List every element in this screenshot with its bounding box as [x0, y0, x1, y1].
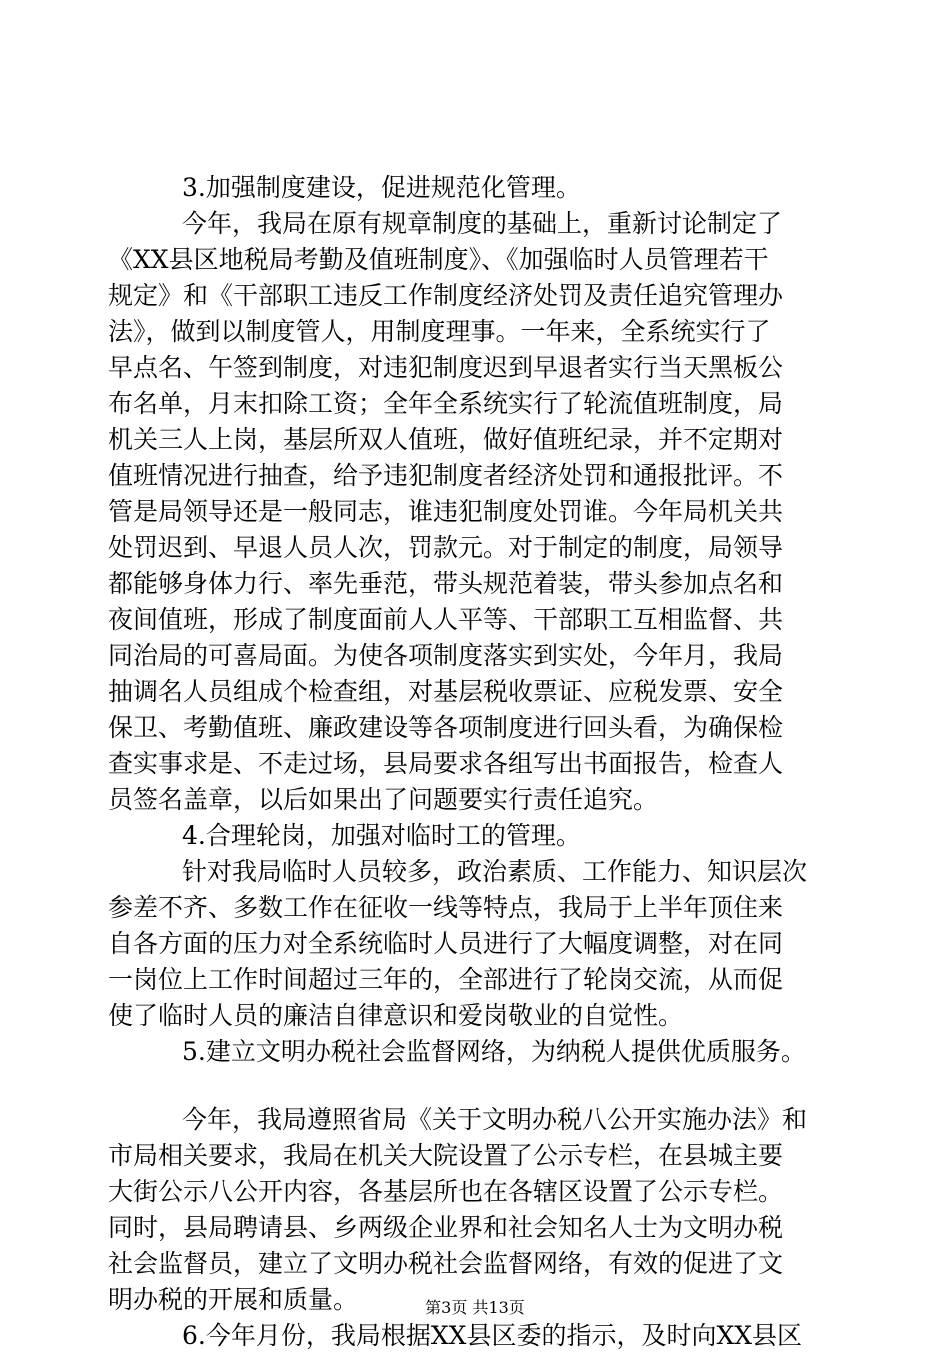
paragraph-line: 自各方面的压力对全系统临时人员进行了大幅度调整，对在同: [108, 929, 784, 958]
paragraph-line: 规定》和《干部职工违反工作制度经济处罚及责任追究管理办: [108, 281, 784, 310]
paragraph-line: 市局相关要求，我局在机关大院设置了公示专栏，在县城主要: [108, 1141, 784, 1170]
paragraph-line: 社会监督员，建立了文明办税社会监督网络，有效的促进了文: [108, 1249, 784, 1278]
heading-4: 4.合理轮岗，加强对临时工的管理。: [182, 821, 581, 850]
paragraph-line: 抽调名人员组成个检查组，对基层税收票证、应税发票、安全: [108, 677, 784, 706]
paragraph-line: 《XX县区地税局考勤及值班制度》、《加强临时人员管理若干: [108, 245, 769, 274]
heading-3: 3.加强制度建设，促进规范化管理。: [182, 173, 581, 202]
paragraph-line: 早点名、午签到制度，对违犯制度迟到早退者实行当天黑板公: [108, 353, 784, 382]
paragraph-line: 大街公示八公开内容，各基层所也在各辖区设置了公示专栏。: [108, 1177, 784, 1206]
paragraph-line: 值班情况进行抽查，给予违犯制度者经济处罚和通报批评。不: [108, 461, 784, 490]
paragraph-line: 一岗位上工作时间超过三年的，全部进行了轮岗交流，从而促: [108, 965, 784, 994]
paragraph-line: 处罚迟到、早退人员人次，罚款元。对于制定的制度，局领导: [108, 533, 784, 562]
paragraph-line: 明办税的开展和质量。: [108, 1285, 359, 1314]
page-footer: 第3页 共13页: [425, 1298, 525, 1317]
paragraph-line: 今年，我局在原有规章制度的基础上，重新讨论制定了: [182, 209, 783, 238]
paragraph-line: 使了临时人员的廉洁自律意识和爱岗敬业的自觉性。: [108, 1001, 684, 1030]
heading-6: 6.今年月份，我局根据XX县区委的指示，及时向XX县区: [182, 1321, 803, 1350]
paragraph-line: 机关三人上岗，基层所双人值班，做好值班纪录，并不定期对: [108, 425, 784, 454]
paragraph-line: 员签名盖章，以后如果出了问题要实行责任追究。: [108, 785, 659, 814]
paragraph-line: 同时，县局聘请县、乡两级企业界和社会知名人士为文明办税: [108, 1213, 784, 1242]
paragraph-line: 保卫、考勤值班、廉政建设等各项制度进行回头看，为确保检: [108, 713, 784, 742]
paragraph-line: 夜间值班，形成了制度面前人人平等、干部职工互相监督、共: [108, 605, 784, 634]
paragraph-line: 法》，做到以制度管人，用制度理事。一年来，全系统实行了: [108, 317, 771, 346]
paragraph-line: 今年，我局遵照省局《关于文明办税八公开实施办法》和: [182, 1105, 808, 1134]
paragraph-line: 查实事求是、不走过场，县局要求各组写出书面报告，检查人: [108, 749, 784, 778]
paragraph-line: 管是局领导还是一般同志，谁违犯制度处罚谁。今年局机关共: [108, 497, 784, 526]
paragraph-line: 同治局的可喜局面。为使各项制度落实到实处，今年月，我局: [108, 641, 784, 670]
heading-5: 5.建立文明办税社会监督网络，为纳税人提供优质服务。: [182, 1037, 806, 1066]
paragraph-line: 布名单，月末扣除工资；全年全系统实行了轮流值班制度，局: [108, 389, 784, 418]
paragraph-line: 都能够身体力行、率先垂范，带头规范着装，带头参加点名和: [108, 569, 784, 598]
paragraph-line: 针对我局临时人员较多，政治素质、工作能力、知识层次: [182, 857, 808, 886]
paragraph-line: 参差不齐、多数工作在征收一线等特点，我局于上半年顶住来: [108, 893, 784, 922]
